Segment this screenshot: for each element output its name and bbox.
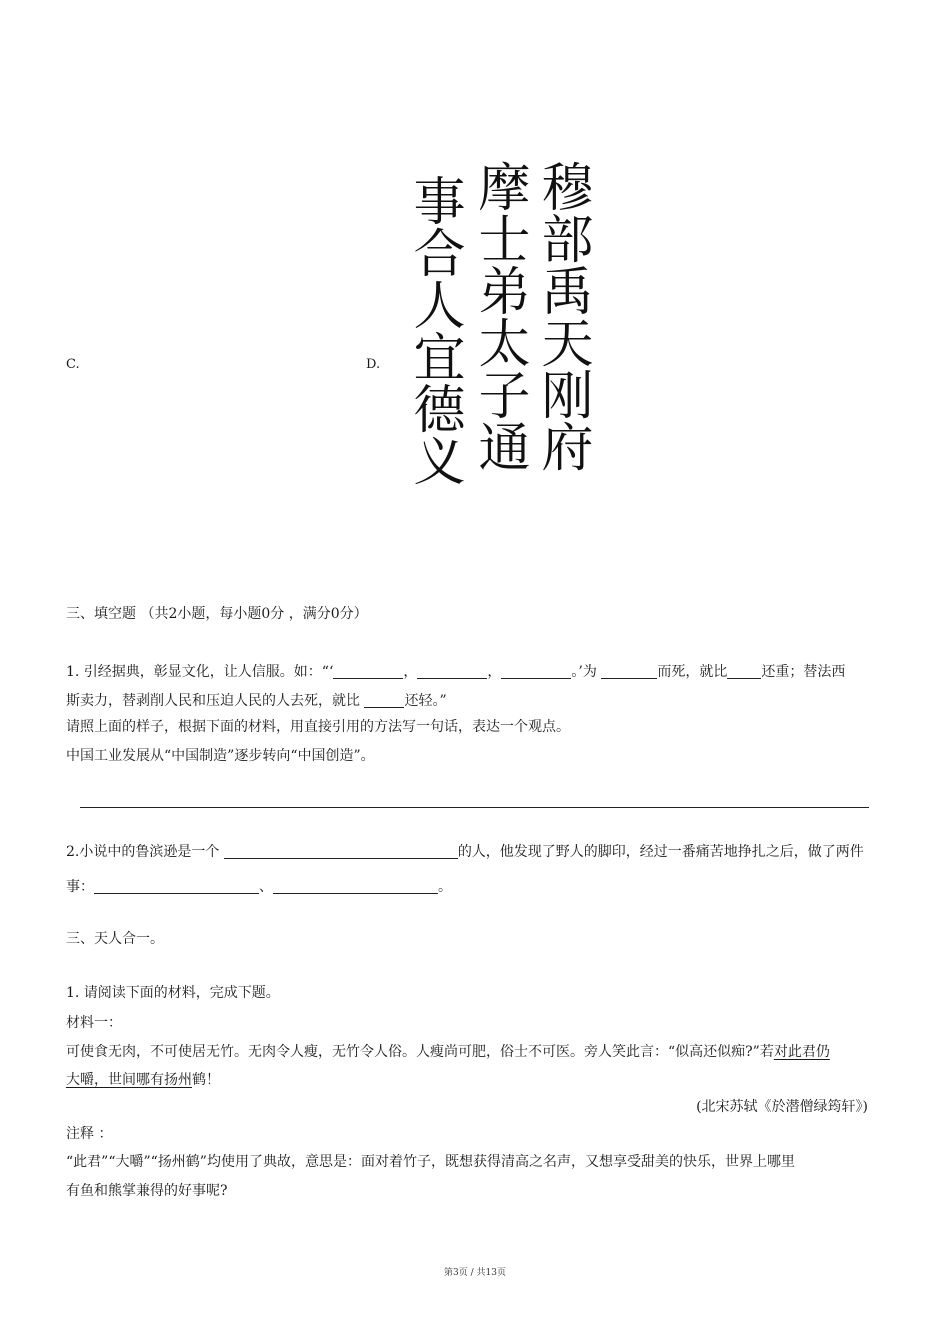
q1-line-1	[66, 664, 845, 679]
material-body-text-a: 可使食无肉，不可使居无竹。无肉令人瘦，无竹令人俗。人瘦尚可肥，俗士不可医。旁人笑此言：“似高还似痴?”若	[66, 1044, 774, 1060]
q2-blank-3[interactable]	[273, 879, 438, 894]
q1-text-d: 斯卖力，替剥削人民和压迫人民的人去死，就比	[66, 693, 365, 709]
q1-blank-1[interactable]	[333, 664, 403, 679]
q2-sep: 、	[259, 879, 273, 895]
vertical-column-1: 穆部禹天刚府	[532, 160, 592, 472]
option-c-label: C.	[66, 357, 80, 372]
q1-blank-2[interactable]	[417, 664, 487, 679]
q1-blank-3[interactable]	[501, 664, 571, 679]
q2-text-a: 2.小说中的鲁滨逊是一个	[66, 844, 224, 860]
q2-text-b: 的人，他发现了野人的脚印，经过一番痛苦地挣扎之后，做了两件	[457, 844, 864, 860]
q1-text-e: 还轻。”	[404, 693, 447, 709]
material-body-text-b: 鹤！	[192, 1072, 220, 1088]
vertical-column-3: 事合人宜德义	[404, 174, 464, 486]
q1-sep-2: ，	[487, 664, 502, 680]
material-label: 材料一：	[66, 1015, 122, 1031]
material-source: (北宋苏轼《於潜僧绿筠轩》)	[696, 1099, 868, 1115]
reading-q1-title: 1. 请阅读下面的材料，完成下题。	[66, 985, 280, 1001]
q1-blank-6[interactable]	[364, 693, 404, 708]
q1-text-a: 1. 引经据典，彰显文化，让人信服。如：“‘	[66, 664, 334, 680]
note-line-2: 有鱼和熊掌兼得的好事呢?	[66, 1183, 228, 1199]
material-body-line-2	[66, 1073, 220, 1087]
q2-text-c: 事：	[66, 879, 94, 895]
q2-end: 。	[438, 879, 452, 895]
q1-sep-3: 。’为	[571, 664, 602, 680]
page-footer: 第3页 / 共13页	[444, 1268, 506, 1278]
q1-line-2	[66, 693, 447, 708]
q2-line-2	[66, 879, 452, 894]
q1-answer-line[interactable]	[80, 807, 869, 808]
material-underlined-2: 大嚼，世间哪有扬州	[66, 1072, 192, 1088]
q2-blank-2[interactable]	[94, 879, 259, 894]
material-body-line-1	[66, 1045, 830, 1059]
q2-blank-1[interactable]	[224, 844, 458, 859]
q2-line-1	[66, 844, 864, 859]
material-underlined-1: 对此君仍	[773, 1044, 830, 1060]
q1-sep-1: ，	[403, 664, 418, 680]
q1-text-b: 而死，就比	[657, 664, 728, 680]
option-d-label: D.	[366, 357, 381, 372]
vertical-column-2: 摩士弟太子通	[469, 160, 529, 472]
q1-material: 中国工业发展从“中国制造”逐步转向“中国创造”。	[66, 748, 375, 764]
section-heading-tianrenheyi: 三、天人合一。	[66, 931, 164, 947]
q1-instruction: 请照上面的样子，根据下面的材料，用直接引用的方法写一句话，表达一个观点。	[66, 719, 570, 735]
q1-blank-5[interactable]	[727, 664, 761, 679]
note-label: 注释 ：	[66, 1126, 113, 1142]
q1-text-c: 还重；替法西	[761, 664, 846, 680]
note-line-1: “此君”“大嚼”“扬州鹤”均使用了典故，意思是：面对着竹子，既想获得清高之名声，又想享受甜美的快乐，世界上哪里	[66, 1154, 795, 1170]
q1-blank-4[interactable]	[601, 664, 657, 679]
section-heading-fill-blank: 三、填空题 （共2小题，每小题0分 ，满分0分）	[66, 606, 368, 622]
